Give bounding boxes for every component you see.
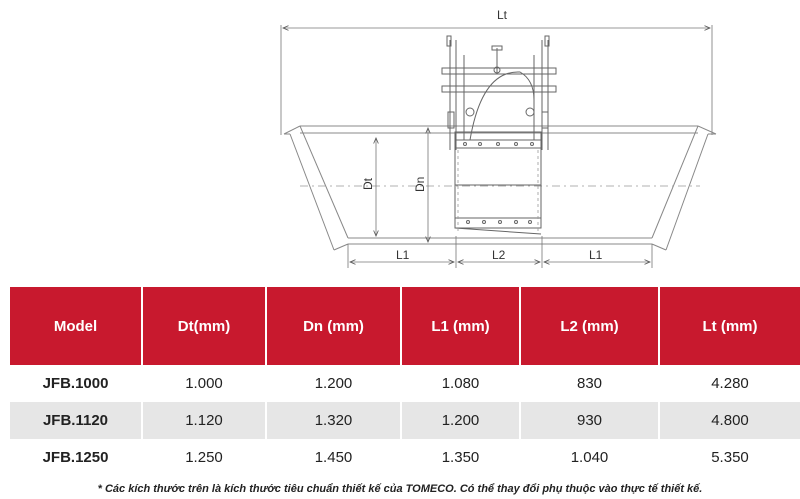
lt-label: Lt — [497, 8, 508, 22]
l1-right-label: L1 — [589, 248, 603, 262]
cell-lt: 4.280 — [659, 365, 800, 402]
cell-dt: 1.120 — [142, 402, 266, 439]
cell-lt: 4.800 — [659, 402, 800, 439]
cell-lt: 5.350 — [659, 439, 800, 476]
cell-l1: 1.200 — [401, 402, 520, 439]
spec-table — [10, 287, 800, 476]
cell-l2: 1.040 — [520, 439, 659, 476]
cell-dn: 1.450 — [266, 439, 401, 476]
header-dt: Dt(mm) — [142, 287, 266, 365]
dn-label: Dn — [413, 176, 427, 192]
cell-model: JFB.1250 — [42, 449, 109, 466]
cell-l1: 1.350 — [401, 439, 520, 476]
gate-rails — [458, 150, 538, 232]
header-l1: L1 (mm) — [401, 287, 520, 365]
table-header-row — [10, 287, 800, 365]
header-model: Model — [10, 287, 142, 365]
l1-left-label: L1 — [396, 248, 410, 262]
cell-dt: 1.000 — [142, 365, 266, 402]
cell-l2: 930 — [520, 402, 659, 439]
l2-label: L2 — [492, 248, 506, 262]
header-l2: L2 (mm) — [520, 287, 659, 365]
footnote: * Các kích thước trên là kích thước tiêu chuẩn thiết kế của TOMECO. Có thể thay đổi phụ thuộc vào thực tế thiết kế. — [97, 483, 703, 495]
cell-dn: 1.200 — [266, 365, 401, 402]
header-dn: Dn (mm) — [266, 287, 401, 365]
table-row — [10, 439, 800, 476]
cell-l2: 830 — [520, 365, 659, 402]
cell-dt: 1.250 — [142, 439, 266, 476]
cell-model: JFB.1120 — [10, 402, 142, 439]
cell-l1: 1.080 — [401, 365, 520, 402]
cell-dn: 1.320 — [266, 402, 401, 439]
table-row — [10, 365, 800, 402]
table-row — [10, 402, 800, 439]
dt-label: Dt — [361, 178, 375, 190]
cell-model: JFB.1000 — [42, 375, 109, 392]
gate-assembly — [442, 36, 556, 234]
header-lt: Lt (mm) — [659, 287, 800, 365]
